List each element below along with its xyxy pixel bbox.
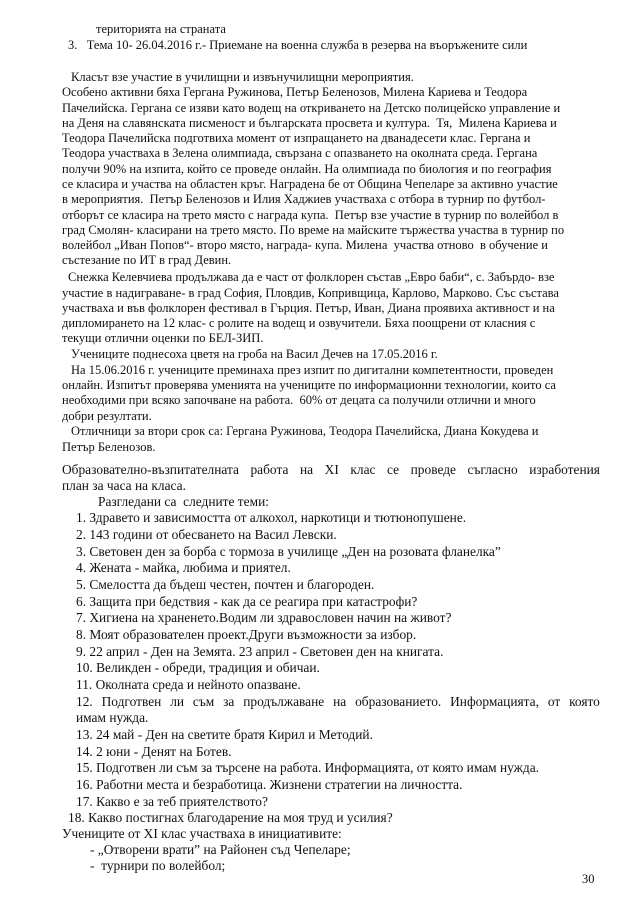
- heading-word: клас: [350, 462, 376, 477]
- list-item: 7. Хигиена на храненето.Водим ли здравословен начин на живот?: [76, 610, 452, 625]
- heading-word: на: [299, 462, 314, 477]
- list-item: 18. Какво постигнах благодарение на моя труд и усилия?: [68, 810, 393, 825]
- list-item: 8. Моят образователен проект.Други възможности за избор.: [76, 627, 417, 642]
- text-line: Теодора участваха в Зелена олимпиада, свързана с опазването на околната среда. Гергана: [62, 146, 538, 160]
- text-line: необходими при всяко започване на работа. 60% от децата са получили отлични и много: [62, 393, 536, 407]
- text-line: в мероприятия. Петър Беленозов и Илия Хаджиев участваха с отбора в турнир по футбол-: [62, 192, 546, 206]
- heading-word: работа: [250, 462, 289, 477]
- heading-word: изработения: [529, 462, 600, 477]
- list-item: 1. Здравето и зависимостта от алкохол, наркотици и тютюнопушене.: [76, 510, 467, 525]
- heading-word: се: [387, 462, 400, 477]
- list-item: 14. 2 юни - Денят на Ботев.: [76, 744, 232, 759]
- text-line: Особено активни бяха Гергана Ружинова, Петър Беленозов, Милена Кариева и Теодора: [62, 85, 528, 99]
- heading-word: проведе: [410, 462, 456, 477]
- text-line: план за часа на класа.: [62, 478, 186, 493]
- text-line: на Деня на славянската писменост и българската просвета и култура. Тя, Милена Кариева и: [62, 116, 557, 130]
- list-item: - „Отворени врати” на Районен съд Чепеларе;: [90, 842, 351, 857]
- initiatives-intro: Учениците от XI клас участваха в инициативите:: [62, 826, 342, 841]
- list-item: - турнири по волейбол;: [90, 858, 226, 873]
- text-line: На 15.06.2016 г. учениците преминаха през изпит по дигитални компетентности, проведен: [71, 363, 554, 377]
- section-heading: [62, 462, 600, 478]
- text-line: получи 90% на изпита, който се проведе онлайн. На олимпиада по биология и по география: [62, 162, 552, 176]
- list-item: 11. Околната среда и нейното опазване.: [76, 677, 301, 692]
- text-line: отборът се класира на трето място с награда купа. Петър взе участие в турнир по волейбол в: [62, 208, 559, 222]
- topic-word: 12.: [76, 694, 93, 709]
- heading-word: Образователно-възпитателната: [62, 462, 239, 477]
- page-number: 30: [582, 872, 595, 886]
- text-line: град Смолян- класирани на трето място. По време на майските тържества участва в турнир по: [62, 223, 565, 237]
- text-line: Снежка Келевчиева продължава да е част от фолклорен състав „Евро баби“, с. Забърдо- взе: [68, 270, 555, 284]
- list-item: 2. 143 години от обесването на Васил Левски.: [76, 527, 337, 542]
- text-line: Теодора Пачелийска подготвиха момент от изпращането на дванадесети клас. Гергана и: [62, 131, 531, 145]
- text-line: участие в надиграване- в град София, Пловдив, Копривщица, Карлово, Марково. Със състава: [62, 286, 559, 300]
- text-line: Петър Беленозов.: [62, 440, 156, 454]
- text-line: се класира и участва на областен кръг. Наградена бе от Община Чепеларе за активно участие: [62, 177, 558, 191]
- text-line: текущи отлични оценки по БЕЛ-ЗИП.: [62, 331, 264, 345]
- text-line: 3. Тема 10- 26.04.2016 г.- Приемане на военна служба в резерва на въоръжените сили: [68, 38, 528, 52]
- heading-word: XI: [324, 462, 339, 477]
- list-item: [76, 694, 600, 710]
- text-line: Учениците поднесоха цветя на гроба на Васил Дечев на 17.05.2016 г.: [71, 347, 438, 361]
- list-item: 9. 22 април - Ден на Земята. 23 април - Световен ден на книгата.: [76, 644, 444, 659]
- topic-word: от: [547, 694, 561, 709]
- list-item: 3. Световен ден за борба с тормоза в училище „Ден на розовата фланелка”: [76, 544, 501, 559]
- list-item: 15. Подготвен ли съм за търсене на работа. Информацията, от която имам нужда.: [76, 760, 540, 775]
- topics-intro: Разгледани са следните теми:: [98, 494, 269, 509]
- text-line: Пачелийска. Гергана се изяви като водещ на откриването на Детско полицейско управление и: [62, 101, 561, 115]
- text-line: Отличници за втори срок са: Гергана Ружинова, Теодора Пачелийска, Диана Кокудева и: [71, 424, 539, 438]
- text-line: Класът взе участие в училищни и извънучилищни мероприятия.: [71, 70, 414, 84]
- text-line: състезание по ИТ в град Девин.: [62, 253, 232, 267]
- heading-word: съгласно: [467, 462, 518, 477]
- text-line: имам нужда.: [76, 710, 149, 725]
- list-item: 6. Защита при бедствия - как да се реагира при катастрофи?: [76, 594, 418, 609]
- list-item: 17. Какво е за теб приятелството?: [76, 794, 268, 809]
- topic-word: съм: [192, 694, 215, 709]
- text-line: територията на страната: [96, 22, 226, 36]
- topic-word: за: [223, 694, 235, 709]
- list-item: 5. Смелостта да бъдеш честен, почтен и благороден.: [76, 577, 375, 592]
- text-line: онлайн. Изпитът проверява уменията на учениците по информационни технологии, които са: [62, 378, 556, 392]
- topic-word: на: [333, 694, 347, 709]
- list-item: 13. 24 май - Ден на светите братя Кирил и Методий.: [76, 727, 373, 742]
- topic-word: Информацията,: [450, 694, 539, 709]
- list-item: 10. Великден - обреди, традиция и обичаи.: [76, 660, 320, 675]
- text-line: дипломирането на 12 клас- с ролите на водещ и озвучители. Бяха поощрени от класния с: [62, 316, 536, 330]
- list-item: 4. Жената - майка, любима и приятел.: [76, 560, 291, 575]
- topic-word: образованието.: [355, 694, 442, 709]
- text-line: волейбол „Иван Попов“- второ място, награда- купа. Милена участва отново в обучение и: [62, 238, 548, 252]
- list-item: 16. Работни места и безработица. Жизнени стратегии на личността.: [76, 777, 463, 792]
- topic-word: Подготвен: [101, 694, 162, 709]
- text-line: участваха и във фолклорен фестивал в Гърция. Петър, Иван, Диана проявиха активност и на: [62, 301, 555, 315]
- text-line: добри резултати.: [62, 409, 152, 423]
- topic-word: продължаване: [243, 694, 325, 709]
- topic-word: която: [569, 694, 600, 709]
- topic-word: ли: [170, 694, 185, 709]
